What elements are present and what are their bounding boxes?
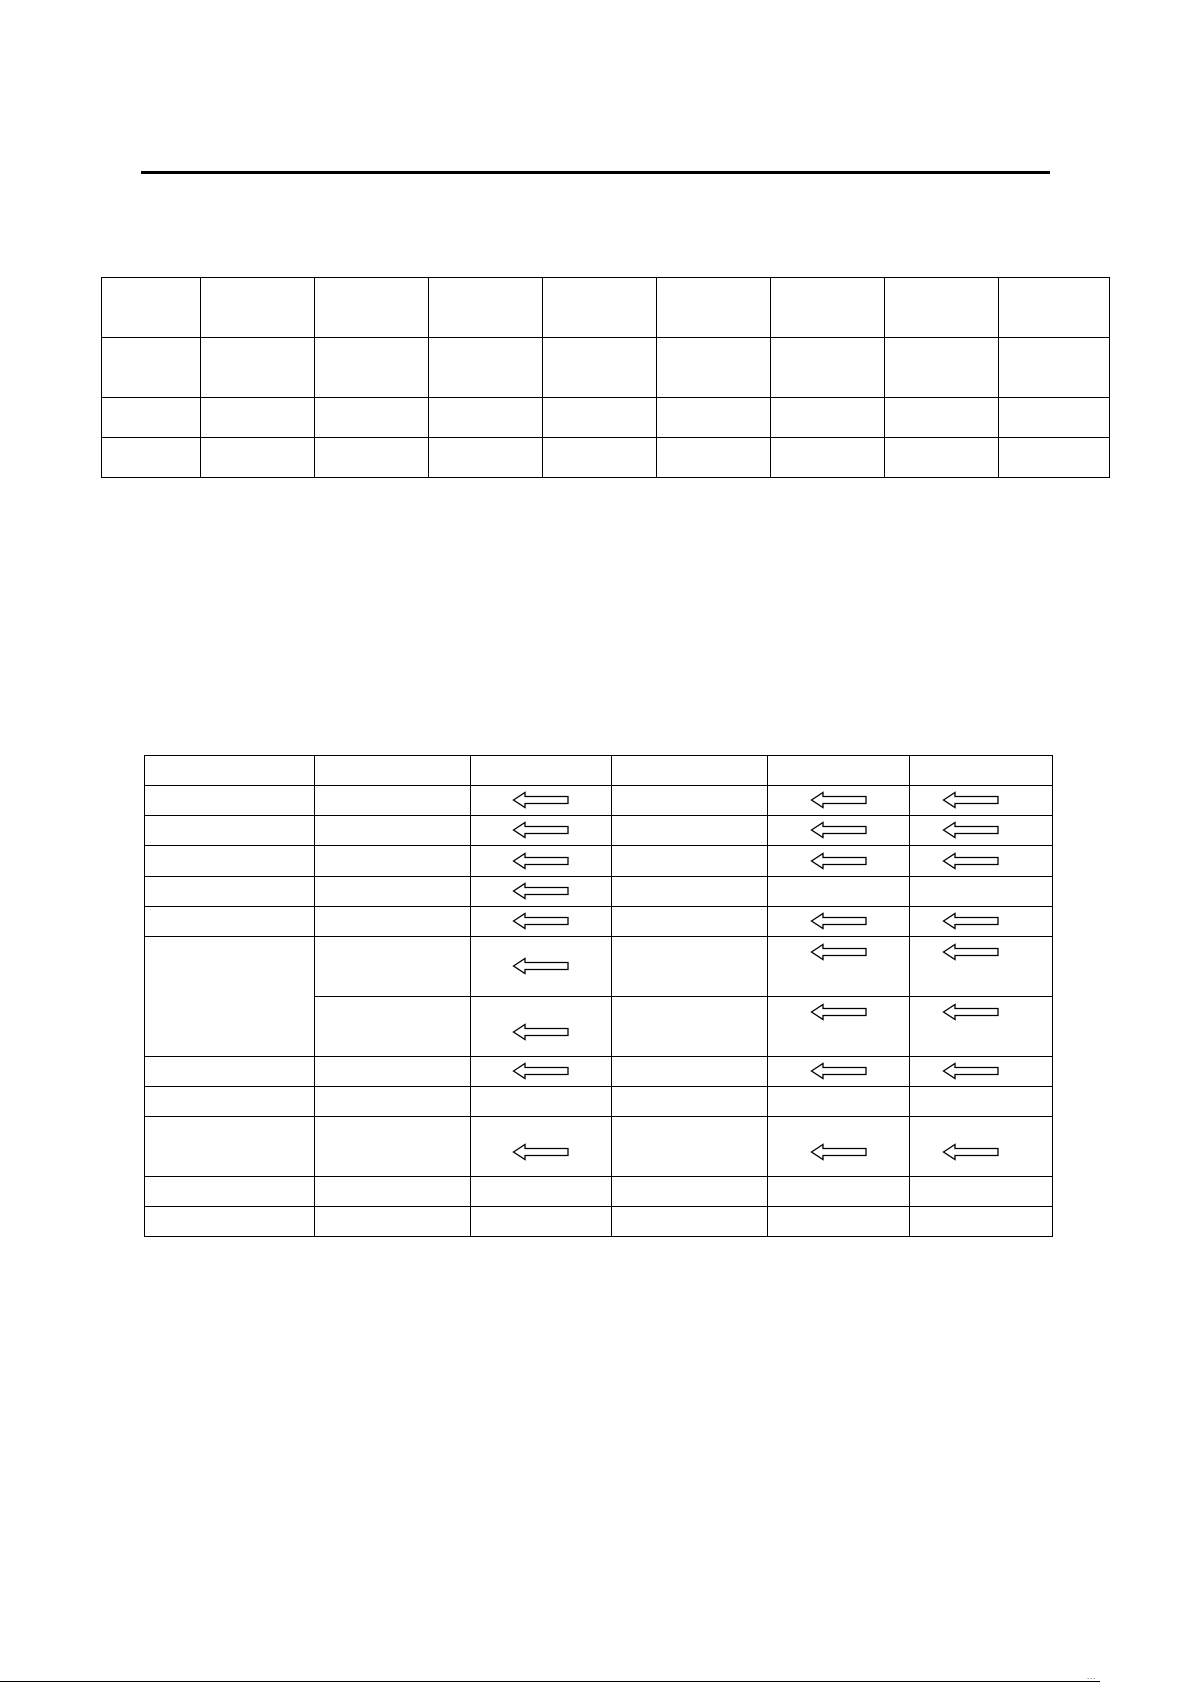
table-cell <box>768 937 910 997</box>
table-cell <box>471 997 612 1057</box>
table-cell <box>768 907 910 937</box>
left-arrow-icon <box>512 852 570 870</box>
left-arrow-icon <box>810 1143 868 1161</box>
table-cell <box>910 1207 1053 1237</box>
left-arrow-icon <box>810 852 868 870</box>
table-cell <box>612 1087 768 1117</box>
table-cell <box>543 438 657 478</box>
left-arrow-icon <box>942 1143 1000 1161</box>
table-cell <box>315 338 429 398</box>
table-cell <box>543 338 657 398</box>
table-cell <box>315 438 429 478</box>
table-cell <box>910 997 1053 1057</box>
table-cell <box>910 1057 1053 1087</box>
table-cell <box>471 816 612 846</box>
table-cell <box>201 338 315 398</box>
left-arrow-icon <box>810 943 868 961</box>
table-cell <box>145 846 315 877</box>
table-cell <box>771 338 885 398</box>
table-cell <box>768 1207 910 1237</box>
table-cell <box>201 278 315 338</box>
table-cell <box>315 1117 471 1177</box>
table-cell <box>612 907 768 937</box>
table-cell <box>657 438 771 478</box>
table-cell <box>612 997 768 1057</box>
table-cell <box>657 278 771 338</box>
left-arrow-icon <box>942 943 1000 961</box>
table-cell <box>657 338 771 398</box>
table-cell <box>910 786 1053 816</box>
left-arrow-icon <box>512 957 570 975</box>
table-cell <box>471 1087 612 1117</box>
table-cell <box>315 278 429 338</box>
table-cell <box>145 1207 315 1237</box>
table-cell <box>768 997 910 1057</box>
table-row <box>102 338 1110 398</box>
table-cell <box>771 438 885 478</box>
table-cell <box>612 1057 768 1087</box>
table-cell <box>885 438 999 478</box>
left-arrow-icon <box>512 791 570 809</box>
table-cell <box>910 1117 1053 1177</box>
table-cell <box>429 438 543 478</box>
table-row <box>145 877 1053 907</box>
table-cell <box>612 816 768 846</box>
left-arrow-icon <box>942 852 1000 870</box>
table-cell <box>145 877 315 907</box>
table-cell <box>768 1117 910 1177</box>
table-cell <box>768 816 910 846</box>
left-arrow-icon <box>942 912 1000 930</box>
table-cell-merged <box>145 937 315 1057</box>
table-cell <box>145 816 315 846</box>
table-row <box>145 907 1053 937</box>
table-cell <box>315 997 471 1057</box>
table-cell <box>315 756 471 786</box>
table-row <box>145 786 1053 816</box>
table-cell <box>315 1057 471 1087</box>
table-cell <box>201 398 315 438</box>
table-cell <box>885 398 999 438</box>
table-cell <box>145 786 315 816</box>
table-cell <box>768 786 910 816</box>
table-cell <box>429 398 543 438</box>
left-arrow-icon <box>512 1143 570 1161</box>
table-cell <box>910 1177 1053 1207</box>
table-cell <box>315 786 471 816</box>
table-cell <box>471 786 612 816</box>
table-row <box>145 1057 1053 1087</box>
table-cell <box>315 1207 471 1237</box>
table-cell <box>471 1207 612 1237</box>
page-corner-mark: ˙˙˙ <box>1087 1677 1096 1687</box>
table-cell <box>543 398 657 438</box>
table-cell <box>999 398 1110 438</box>
table-row <box>145 937 1053 997</box>
table-cell <box>102 338 201 398</box>
left-arrow-icon <box>512 1062 570 1080</box>
table-cell <box>768 1177 910 1207</box>
table-cell <box>657 398 771 438</box>
table-cell <box>612 786 768 816</box>
table-cell <box>145 1087 315 1117</box>
table-cell <box>102 398 201 438</box>
mapping-table <box>144 755 1053 1237</box>
table-row <box>102 398 1110 438</box>
table-cell <box>315 1177 471 1207</box>
table-row <box>102 278 1110 338</box>
table-row <box>145 816 1053 846</box>
table-cell <box>471 756 612 786</box>
table-cell <box>145 1057 315 1087</box>
table-cell <box>910 937 1053 997</box>
table-cell <box>102 438 201 478</box>
table-cell <box>102 278 201 338</box>
table-cell <box>471 937 612 997</box>
table-cell <box>315 846 471 877</box>
table-cell <box>768 846 910 877</box>
left-arrow-icon <box>810 1062 868 1080</box>
table-row <box>145 1087 1053 1117</box>
header-rule <box>141 171 1050 174</box>
table-cell <box>768 1087 910 1117</box>
left-arrow-icon <box>942 791 1000 809</box>
table-cell <box>471 877 612 907</box>
table-cell <box>315 877 471 907</box>
table-cell <box>471 1057 612 1087</box>
table-cell <box>612 937 768 997</box>
footer-rule <box>0 1681 1100 1682</box>
table-row <box>145 1117 1053 1177</box>
left-arrow-icon <box>942 821 1000 839</box>
table-cell <box>315 1087 471 1117</box>
left-arrow-icon <box>810 791 868 809</box>
table-cell <box>885 278 999 338</box>
summary-table <box>101 277 1110 478</box>
table-cell <box>471 1177 612 1207</box>
table-row <box>145 1177 1053 1207</box>
left-arrow-icon <box>512 1023 570 1041</box>
table-row <box>145 846 1053 877</box>
table-cell <box>999 278 1110 338</box>
table-row <box>102 438 1110 478</box>
table-cell <box>612 1177 768 1207</box>
table-cell <box>999 338 1110 398</box>
table-cell <box>768 1057 910 1087</box>
table-cell <box>315 937 471 997</box>
table-cell <box>612 846 768 877</box>
table-cell <box>315 816 471 846</box>
table-cell <box>145 1177 315 1207</box>
table-cell <box>910 756 1053 786</box>
left-arrow-icon <box>942 1062 1000 1080</box>
left-arrow-icon <box>512 882 570 900</box>
table-cell <box>612 756 768 786</box>
table-cell <box>471 846 612 877</box>
table-cell <box>910 1087 1053 1117</box>
table-row <box>145 756 1053 786</box>
left-arrow-icon <box>810 1003 868 1021</box>
table-cell <box>471 907 612 937</box>
table-cell <box>471 1117 612 1177</box>
table-cell <box>999 438 1110 478</box>
table-cell <box>885 338 999 398</box>
table-cell <box>145 756 315 786</box>
left-arrow-icon <box>512 821 570 839</box>
left-arrow-icon <box>810 821 868 839</box>
left-arrow-icon <box>810 912 868 930</box>
table-cell <box>315 907 471 937</box>
table-cell <box>910 877 1053 907</box>
table-cell <box>429 278 543 338</box>
table-cell <box>910 907 1053 937</box>
table-cell <box>612 1117 768 1177</box>
table-cell <box>201 438 315 478</box>
table-cell <box>612 877 768 907</box>
table-cell <box>771 278 885 338</box>
table-row <box>145 1207 1053 1237</box>
left-arrow-icon <box>942 1003 1000 1021</box>
table-cell <box>768 756 910 786</box>
table-cell <box>315 398 429 438</box>
table-cell <box>145 907 315 937</box>
table-cell <box>768 877 910 907</box>
table-cell <box>910 816 1053 846</box>
table-cell <box>429 338 543 398</box>
table-cell <box>910 846 1053 877</box>
table-cell <box>543 278 657 338</box>
left-arrow-icon <box>512 912 570 930</box>
table-cell <box>145 1117 315 1177</box>
table-cell <box>612 1207 768 1237</box>
table-cell <box>771 398 885 438</box>
